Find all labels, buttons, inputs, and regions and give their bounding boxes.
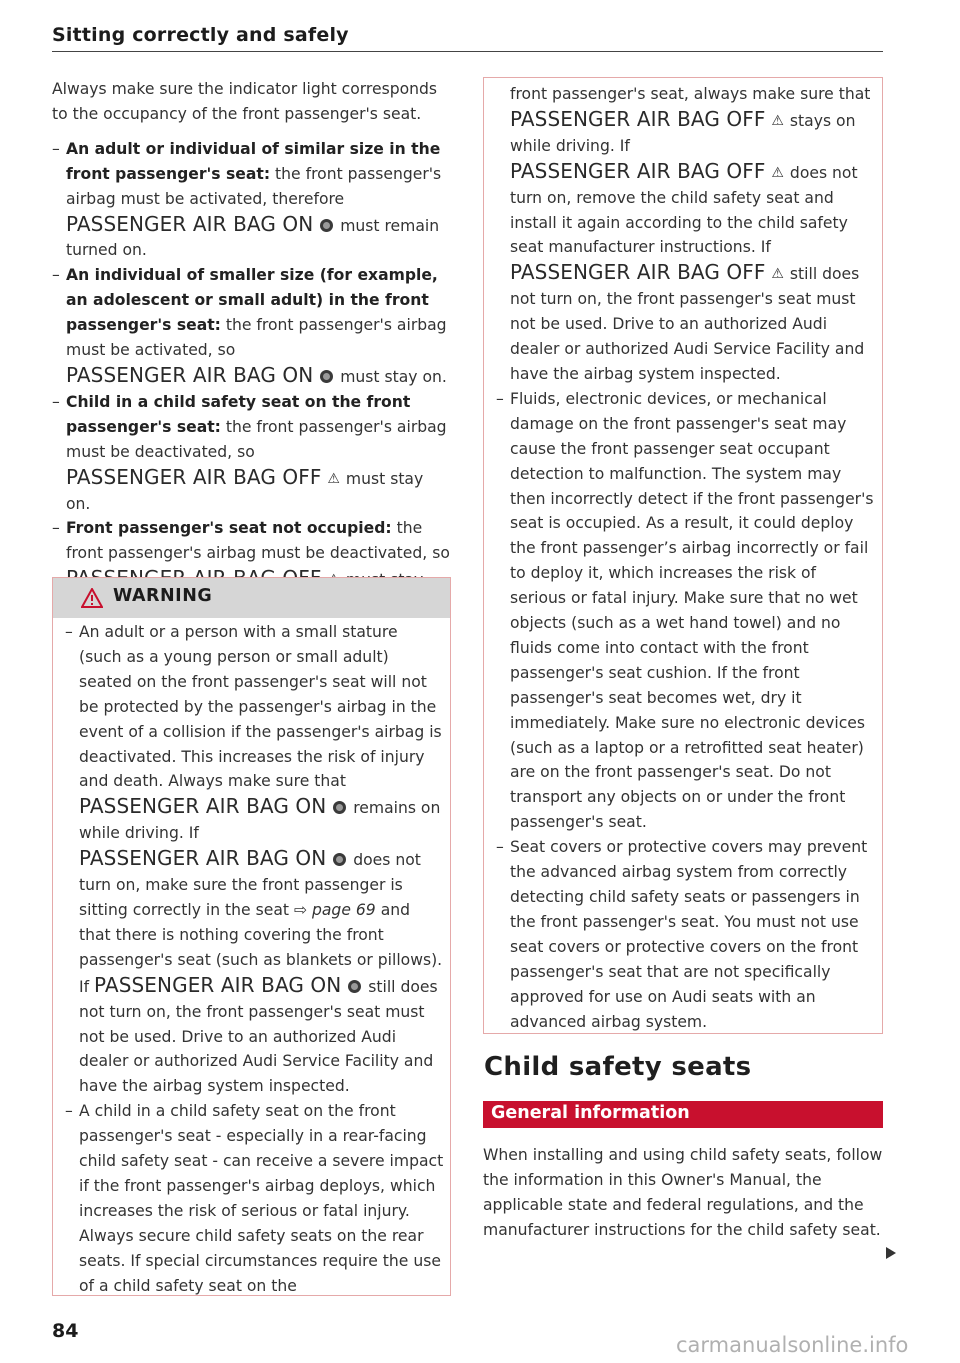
airbag-off-label: PASSENGER AIR BAG OFF xyxy=(66,464,322,489)
airbag-on-icon xyxy=(333,853,346,866)
list-item-tail: must stay on. xyxy=(335,367,447,386)
warning-item xyxy=(496,835,876,1034)
warning-item xyxy=(65,620,445,1099)
subsection-title: General information xyxy=(491,1103,690,1123)
warning-text: still does not turn on, the front passenger's seat must not be used. Drive to an authorized Audi dealer or authorized Audi Service Facility and have the airbag system inspected. xyxy=(79,977,438,1096)
warning-continuation-text xyxy=(496,82,876,387)
warning-item xyxy=(496,387,876,835)
warning-text: does not turn on, remove the child safety seat and install it again according to the child safety seat manufacturer instructions. If xyxy=(510,163,858,257)
airbag-off-icon: ⚠︎ xyxy=(771,266,784,283)
airbag-on-label: PASSENGER AIR BAG ON xyxy=(79,794,327,819)
list-item-text: the front passenger's airbag must be activated, therefore xyxy=(66,164,442,208)
warning-text: stays on while driving. If xyxy=(510,111,856,155)
warning-triangle-icon xyxy=(81,588,103,608)
watermark: carmanualsonline.info xyxy=(676,1333,909,1357)
warning-box xyxy=(52,577,451,1296)
list-item-tail: must stay on. xyxy=(66,469,424,513)
page-header-title: Sitting correctly and safely xyxy=(52,24,349,46)
warning-continuation-content xyxy=(496,82,876,1034)
airbag-on-icon xyxy=(320,219,333,232)
subsection-bar xyxy=(483,1101,883,1128)
list-item-heading: An adult or individual of similar size in the front passenger's seat: xyxy=(66,139,441,183)
airbag-off-icon: ⚠︎ xyxy=(771,164,784,181)
list-item-text: the front passenger's airbag must be deactivated, so xyxy=(66,519,450,563)
warning-continuation-box xyxy=(483,77,883,1034)
warning-text: A child in a child safety seat on the front passenger's seat - especially in a rear-facing child safety seat - can receive a severe impact if the front passenger's airbag deploys, which increases the risk of serious or fatal injury. Always secure child safety seats on the rear seats. If special circumstances require the use of a child safety seat on the xyxy=(79,1102,444,1295)
continue-arrow-icon xyxy=(886,1247,896,1259)
warning-content xyxy=(65,620,445,1298)
section-paragraph: When installing and using child safety seats, follow the information in this Owner's Manual, the applicable state and federal regulations, and the manufacturer instructions for the child safety seat. xyxy=(483,1146,883,1239)
intro-paragraph: Always make sure the indicator light corresponds to the occupancy of the front passenger's seat. xyxy=(52,80,438,123)
warning-title: WARNING xyxy=(113,586,213,606)
list-item-text: the front passenger's airbag must be deactivated, so xyxy=(66,417,447,461)
warning-item xyxy=(65,1099,445,1298)
warning-text: remains on while driving. If xyxy=(79,799,441,843)
warning-text: and that there is nothing covering the front passenger's seat (such as blankets or pillows). If xyxy=(79,900,443,996)
airbag-off-label: PASSENGER AIR BAG OFF xyxy=(510,106,766,131)
airbag-on-icon xyxy=(320,370,333,383)
list-item xyxy=(52,137,452,264)
airbag-on-label: PASSENGER AIR BAG ON xyxy=(94,972,342,997)
page-number: 84 xyxy=(52,1320,79,1342)
list-item-heading: An individual of smaller size (for example, an adolescent or small adult) in the front passenger's seat: xyxy=(66,266,438,335)
list-item xyxy=(52,390,452,517)
warning-text: An adult or a person with a small stature (such as a young person or small adult) seated on the front passenger's seat will not be protected by the passenger's airbag in the event of a collision if the passenger's airbag is deactivated. This increases the risk of injury and death. Always make sure that xyxy=(79,623,442,791)
warning-text: Fluids, electronic devices, or mechanical damage on the front passenger's seat may cause the front passenger seat occupant detection to malfunction. The system may then incorrectly detect if the front passenger's seat is occupied. As a result, it could deploy the front passenger’s airbag incorrectly or fail to deploy it, which increases the risk of serious or fatal injury. Make sure that no wet objects (such as a wet hand towel) and no fluids come into contact with the front passenger's seat cushion. If the front passenger's seat becomes wet, dry it immediately. Make sure no electronic devices (such as a laptop or a retrofitted seat heater) are on the front passenger's seat. Do not transport any objects on or under the front passenger's seat. xyxy=(510,389,874,832)
page-reference-link[interactable]: ⇨ page 69 xyxy=(293,900,376,919)
section-body xyxy=(483,1143,883,1243)
warning-text: still does not turn on, the front passenger's seat must not be used. Drive to an authorized Audi dealer or authorized Audi Service Facility and have the airbag system inspected. xyxy=(510,265,865,383)
airbag-on-icon xyxy=(333,801,346,814)
airbag-off-label: PASSENGER AIR BAG OFF xyxy=(510,158,766,183)
airbag-on-label: PASSENGER AIR BAG ON xyxy=(79,846,327,871)
list-item-tail: must remain turned on. xyxy=(66,216,440,260)
airbag-on-label: PASSENGER AIR BAG ON xyxy=(66,362,314,387)
airbag-off-label: PASSENGER AIR BAG OFF xyxy=(510,260,766,285)
airbag-on-icon xyxy=(348,980,361,993)
airbag-on-label: PASSENGER AIR BAG ON xyxy=(66,211,314,236)
header-divider xyxy=(52,51,883,52)
list-item-heading: Front passenger's seat not occupied: xyxy=(66,519,392,538)
warning-text: front passenger's seat, always make sure that xyxy=(510,85,871,103)
warning-header xyxy=(53,578,450,618)
airbag-off-icon: ⚠︎ xyxy=(327,470,340,487)
list-item-heading: Child in a child safety seat on the front passenger's seat: xyxy=(66,392,411,436)
section-title: Child safety seats xyxy=(484,1052,752,1082)
list-item xyxy=(52,263,452,390)
warning-text: does not turn on, make sure the front passenger is sitting correctly in the seat xyxy=(79,851,421,919)
left-column xyxy=(52,77,452,618)
list-item-text: the front passenger's airbag must be activated, so xyxy=(66,316,447,360)
warning-text: Seat covers or protective covers may prevent the advanced airbag system from correctly detecting child safety seats or passengers in the front passenger's seat. You must not use seat covers or protective covers on the front passenger's seat that are not specifically approved for use on Audi seats with an advanced airbag system. xyxy=(510,838,868,1031)
airbag-off-icon: ⚠︎ xyxy=(771,112,784,129)
